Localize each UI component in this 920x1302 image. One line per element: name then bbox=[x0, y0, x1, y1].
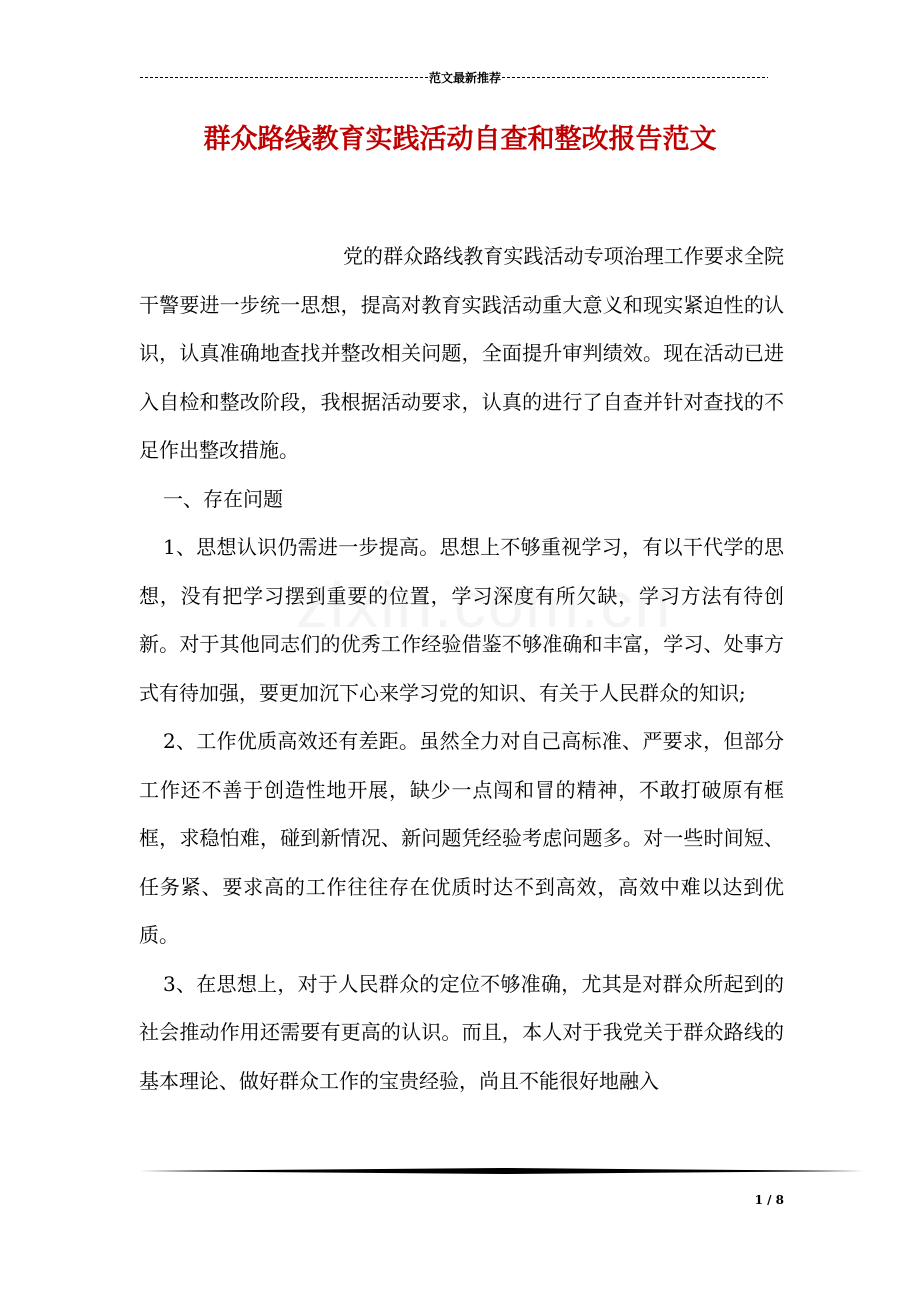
footer-rule bbox=[140, 1168, 864, 1174]
header-label: 范文最新推荐 bbox=[429, 70, 502, 85]
paragraph-item-1: 1、思想认识仍需进一步提高。思想上不够重视学习，有以干代学的思想，没有把学习摆到重要的位置，学习深度有所欠缺，学习方法有待创新。对于其他同志们的优秀工作经验借鉴不够准确和丰富，学习、处事方式有待加强，要更加沉下心来学习党的知识、有关于人民群众的知识; bbox=[139, 535, 784, 705]
document-title: 群众路线教育实践活动自查和整改报告范文 bbox=[203, 124, 717, 155]
header-dash-left bbox=[140, 77, 428, 78]
paragraph-item-3: 3、在思想上，对于人民群众的定位不够准确，尤其是对群众所起到的社会推动作用还需要有更高的认识。而且，本人对于我党关于群众路线的基本理论、做好群众工作的宝贵经验，尚且不能很好地融入 bbox=[139, 971, 784, 1093]
paragraph-intro: 党的群众路线教育实践活动专项治理工作要求全院干警要进一步统一思想，提高对教育实践活动重大意义和现实紧迫性的认识，认真准确地查找并整改相关问题，全面提升审判绩效。现在活动已进入自检和整改阶段，我根据活动要求，认真的进行了自查并针对查找的不足作出整改措施。 bbox=[139, 244, 784, 462]
header-dash-right bbox=[502, 77, 768, 78]
document-body bbox=[139, 232, 784, 1105]
page-number: 1 / 8 bbox=[754, 1193, 784, 1207]
paragraph-item-2: 2、工作优质高效还有差距。虽然全力对自己高标准、严要求，但部分工作还不善于创造性地开展，缺少一点闯和冒的精神，不敢打破原有框框，求稳怕难，碰到新情况、新问题凭经验考虑问题多。对一些时间短、任务紧、要求高的工作往往存在优质时达不到高效，高效中难以达到优质。 bbox=[139, 729, 784, 947]
header-banner bbox=[140, 68, 768, 86]
section-heading: 一、存在问题 bbox=[163, 486, 283, 511]
